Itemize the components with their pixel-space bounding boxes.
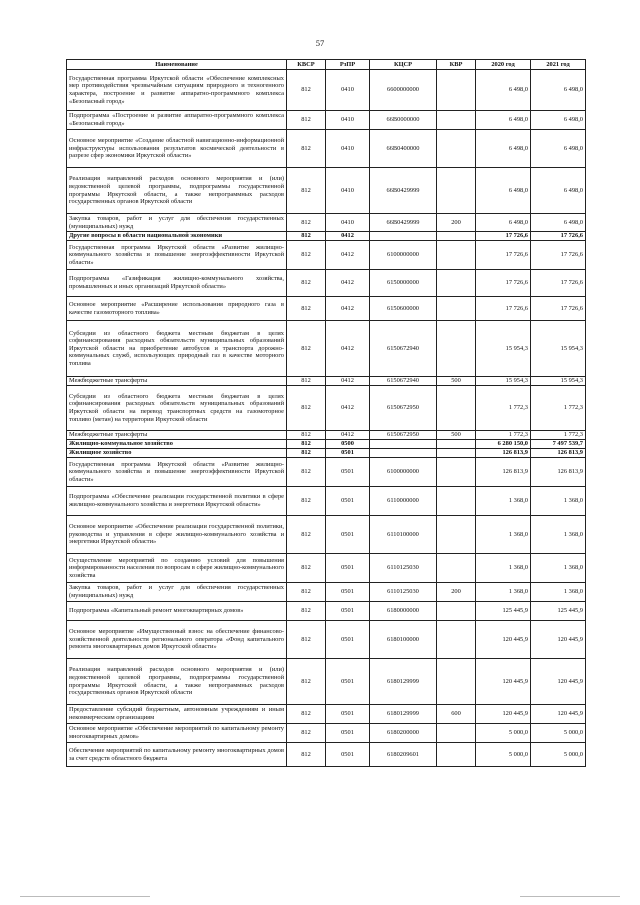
cell-rzpr: 0410 <box>326 111 370 130</box>
cell-kvr: 200 <box>437 583 476 602</box>
cell-name: Обеспечение мероприятий по капитальному ремонту многоквартирных домов за счет средств областного бюджета <box>67 743 287 767</box>
cell-name: Основное мероприятие «Имущественный взнос на обеспечение финансово-хозяйственной деятельности регионального оператора «Фонд капитального ремонта многоквартирных домов Иркутской области» <box>67 621 287 659</box>
cell-kcsr: 66В0429999 <box>370 214 437 232</box>
footer-rule-left <box>20 896 150 897</box>
cell-name: Осуществление мероприятий по созданию условий для повышения информированности населения по вопросам в сфере жилищно-коммунального хозяйства <box>67 554 287 583</box>
cell-2021: 120 445,9 <box>531 705 586 724</box>
table-row <box>67 377 586 386</box>
cell-kvsr: 812 <box>287 659 326 705</box>
cell-2021: 120 445,9 <box>531 621 586 659</box>
cell-kcsr: 6180129999 <box>370 659 437 705</box>
table-row <box>67 724 586 743</box>
cell-kvsr: 812 <box>287 377 326 386</box>
cell-kcsr: 6180200000 <box>370 724 437 743</box>
cell-kcsr: 6600000000 <box>370 70 437 111</box>
cell-rzpr: 0501 <box>326 743 370 767</box>
cell-2020: 1 772,3 <box>476 386 531 431</box>
page-number: 57 <box>315 38 325 48</box>
cell-kvsr: 812 <box>287 743 326 767</box>
table-row <box>67 214 586 232</box>
cell-kvr <box>437 232 476 241</box>
header-name: Наименование <box>67 60 287 70</box>
table-row <box>67 449 586 458</box>
cell-kvr <box>437 321 476 377</box>
cell-name: Межбюджетные трансферты <box>67 377 287 386</box>
header-rzpr: РзПР <box>326 60 370 70</box>
cell-kvr <box>437 130 476 168</box>
table-row <box>67 241 586 270</box>
cell-2021: 126 813,9 <box>531 449 586 458</box>
cell-rzpr: 0412 <box>326 232 370 241</box>
cell-kvr: 500 <box>437 431 476 440</box>
cell-kvr <box>437 602 476 621</box>
table-row <box>67 487 586 516</box>
table-row <box>67 440 586 449</box>
cell-2021: 6 498,0 <box>531 70 586 111</box>
cell-kcsr <box>370 449 437 458</box>
cell-kcsr: 6110100000 <box>370 516 437 554</box>
cell-rzpr: 0412 <box>326 270 370 297</box>
cell-2021: 1 772,3 <box>531 431 586 440</box>
cell-kvsr: 812 <box>287 705 326 724</box>
cell-2021: 15 954,3 <box>531 321 586 377</box>
cell-kvr <box>437 554 476 583</box>
cell-name: Основное мероприятие «Расширение использования природного газа в качестве газомоторного топлива» <box>67 297 287 321</box>
cell-2020: 6 498,0 <box>476 70 531 111</box>
cell-name: Закупка товаров, работ и услуг для обеспечения государственных (муниципальных) нужд <box>67 214 287 232</box>
table-row <box>67 297 586 321</box>
table-row <box>67 386 586 431</box>
cell-2020: 15 954,3 <box>476 321 531 377</box>
table-row <box>67 705 586 724</box>
cell-kcsr: 6110125030 <box>370 554 437 583</box>
cell-kvr <box>437 168 476 214</box>
table-row <box>67 270 586 297</box>
cell-2021: 17 726,6 <box>531 232 586 241</box>
cell-rzpr: 0412 <box>326 241 370 270</box>
cell-2021: 1 368,0 <box>531 487 586 516</box>
cell-2020: 17 726,6 <box>476 270 531 297</box>
cell-rzpr: 0501 <box>326 554 370 583</box>
cell-name: Межбюджетные трансферты <box>67 431 287 440</box>
cell-rzpr: 0501 <box>326 602 370 621</box>
cell-kvsr: 812 <box>287 516 326 554</box>
cell-name: Подпрограмма «Построение и развитие аппаратно-программного комплекса «Безопасный город» <box>67 111 287 130</box>
cell-kcsr: 6150672940 <box>370 377 437 386</box>
cell-2020: 6 498,0 <box>476 214 531 232</box>
cell-2020: 5 000,0 <box>476 743 531 767</box>
cell-rzpr: 0410 <box>326 214 370 232</box>
cell-kvsr: 812 <box>287 583 326 602</box>
cell-kvr <box>437 516 476 554</box>
cell-name: Жилищно-коммунальное хозяйство <box>67 440 287 449</box>
table-row <box>67 70 586 111</box>
cell-kvsr: 812 <box>287 321 326 377</box>
cell-name: Государственная программа Иркутской области «Развитие жилищно-коммунального хозяйства и повышение энергоэффективности Иркутской области» <box>67 458 287 487</box>
cell-kvsr: 812 <box>287 297 326 321</box>
budget-table <box>66 59 586 767</box>
cell-2020: 5 000,0 <box>476 724 531 743</box>
cell-kvsr: 812 <box>287 449 326 458</box>
cell-rzpr: 0501 <box>326 458 370 487</box>
cell-kcsr: 6150672940 <box>370 321 437 377</box>
cell-2020: 15 954,3 <box>476 377 531 386</box>
cell-2020: 1 368,0 <box>476 583 531 602</box>
cell-kvsr: 812 <box>287 621 326 659</box>
table-row <box>67 130 586 168</box>
cell-2020: 6 280 150,0 <box>476 440 531 449</box>
cell-2020: 6 498,0 <box>476 130 531 168</box>
cell-2021: 125 445,9 <box>531 602 586 621</box>
footer-rule-right <box>520 896 620 897</box>
cell-rzpr: 0501 <box>326 705 370 724</box>
cell-2021: 1 772,3 <box>531 386 586 431</box>
cell-kvr <box>437 659 476 705</box>
cell-rzpr: 0412 <box>326 321 370 377</box>
cell-kvsr: 812 <box>287 270 326 297</box>
cell-name: Жилищное хозяйство <box>67 449 287 458</box>
cell-2021: 120 445,9 <box>531 659 586 705</box>
cell-name: Другие вопросы в области национальной экономики <box>67 232 287 241</box>
cell-kvsr: 812 <box>287 431 326 440</box>
cell-name: Государственная программа Иркутской области «Развитие жилищно-коммунального хозяйства и повышение энергоэффективности Иркутской области» <box>67 241 287 270</box>
cell-kvsr: 812 <box>287 214 326 232</box>
cell-2020: 120 445,9 <box>476 705 531 724</box>
cell-name: Субсидии из областного бюджета местным бюджетам в целях софинансирования расходных обязательств муниципальных образований Иркутской области на перевод транспортных средств на газомоторное топливо (метан) на территории Иркутской области <box>67 386 287 431</box>
cell-2020: 1 368,0 <box>476 487 531 516</box>
cell-name: Закупка товаров, работ и услуг для обеспечения государственных (муниципальных) нужд <box>67 583 287 602</box>
cell-2020: 125 445,9 <box>476 602 531 621</box>
cell-kvsr: 812 <box>287 111 326 130</box>
cell-rzpr: 0412 <box>326 377 370 386</box>
cell-2021: 17 726,6 <box>531 270 586 297</box>
cell-2021: 7 497 539,7 <box>531 440 586 449</box>
cell-2020: 17 726,6 <box>476 232 531 241</box>
cell-2021: 6 498,0 <box>531 111 586 130</box>
cell-2021: 126 813,9 <box>531 458 586 487</box>
table-row <box>67 232 586 241</box>
cell-kcsr: 6100000000 <box>370 241 437 270</box>
cell-kvr: 600 <box>437 705 476 724</box>
cell-name: Субсидии из областного бюджета местным бюджетам в целях софинансирования расходных обязательств муниципальных образований Иркутской области на приобретение автобусов и транспорта дорожно-коммунальных служб, использующих природный газ в качестве моторного топлива <box>67 321 287 377</box>
cell-kcsr: 6180129999 <box>370 705 437 724</box>
table-row <box>67 743 586 767</box>
cell-rzpr: 0501 <box>326 724 370 743</box>
cell-kcsr: 6150000000 <box>370 270 437 297</box>
cell-2020: 126 813,9 <box>476 458 531 487</box>
cell-kvsr: 812 <box>287 130 326 168</box>
cell-2020: 120 445,9 <box>476 621 531 659</box>
cell-kcsr: 6100000000 <box>370 458 437 487</box>
cell-rzpr: 0501 <box>326 487 370 516</box>
cell-2020: 126 813,9 <box>476 449 531 458</box>
cell-kvr: 500 <box>437 377 476 386</box>
cell-2021: 17 726,6 <box>531 241 586 270</box>
cell-kcsr: 6180000000 <box>370 602 437 621</box>
table-row <box>67 621 586 659</box>
cell-2021: 6 498,0 <box>531 130 586 168</box>
cell-name: Основное мероприятие «Обеспечение мероприятий по капитальному ремонту многоквартирных домов» <box>67 724 287 743</box>
cell-rzpr: 0410 <box>326 70 370 111</box>
cell-name: Подпрограмма «Обеспечение реализации государственной политики в сфере жилищно-коммунального хозяйства и энергетики Иркутской области» <box>67 487 287 516</box>
cell-kcsr: 6150672950 <box>370 431 437 440</box>
cell-name: Подпрограмма «Газификация жилищно-коммунального хозяйства, промышленных и иных организаций Иркутской области» <box>67 270 287 297</box>
cell-kvr <box>437 241 476 270</box>
cell-2020: 6 498,0 <box>476 111 531 130</box>
header-kvr: КВР <box>437 60 476 70</box>
cell-2021: 6 498,0 <box>531 214 586 232</box>
cell-kvsr: 812 <box>287 602 326 621</box>
cell-rzpr: 0410 <box>326 130 370 168</box>
cell-kcsr: 66В0429999 <box>370 168 437 214</box>
cell-2021: 1 368,0 <box>531 516 586 554</box>
cell-kcsr: 6110000000 <box>370 487 437 516</box>
cell-kvr <box>437 449 476 458</box>
cell-kvr <box>437 458 476 487</box>
table-row <box>67 458 586 487</box>
cell-rzpr: 0412 <box>326 431 370 440</box>
cell-2020: 17 726,6 <box>476 297 531 321</box>
cell-name: Реализация направлений расходов основного мероприятия и (или) ведомственной целевой программы, подпрограммы государственной программы Иркутской области, а также непрограммных расходов государственных органов Иркутской области <box>67 168 287 214</box>
table-row <box>67 168 586 214</box>
cell-rzpr: 0412 <box>326 386 370 431</box>
cell-kvr <box>437 621 476 659</box>
cell-name: Основное мероприятие «Обеспечение реализации государственной политики, руководства и управления в сфере жилищно-коммунального хозяйства и энергетики Иркутской области» <box>67 516 287 554</box>
table-row <box>67 659 586 705</box>
cell-kvsr: 812 <box>287 168 326 214</box>
cell-2021: 1 368,0 <box>531 583 586 602</box>
cell-kcsr: 66В0400000 <box>370 130 437 168</box>
cell-name: Предоставление субсидий бюджетным, автономным учреждениям и иным некоммерческим организациям <box>67 705 287 724</box>
table-row <box>67 602 586 621</box>
cell-kvr <box>437 297 476 321</box>
cell-2021: 17 726,6 <box>531 297 586 321</box>
cell-rzpr: 0501 <box>326 621 370 659</box>
cell-kcsr: 6110125030 <box>370 583 437 602</box>
cell-2021: 6 498,0 <box>531 168 586 214</box>
cell-kvsr: 812 <box>287 70 326 111</box>
table-row <box>67 111 586 130</box>
cell-kvr <box>437 270 476 297</box>
header-kvsr: КВСР <box>287 60 326 70</box>
cell-kvsr: 812 <box>287 554 326 583</box>
table-row <box>67 583 586 602</box>
header-kcsr: КЦСР <box>370 60 437 70</box>
header-2021: 2021 год <box>531 60 586 70</box>
cell-kcsr: 6180209601 <box>370 743 437 767</box>
cell-2020: 1 368,0 <box>476 554 531 583</box>
cell-kvr <box>437 440 476 449</box>
table-row <box>67 431 586 440</box>
cell-rzpr: 0501 <box>326 659 370 705</box>
table-row <box>67 321 586 377</box>
cell-kcsr: 6150672950 <box>370 386 437 431</box>
table-header-row <box>67 60 586 70</box>
table-row <box>67 516 586 554</box>
cell-kvsr: 812 <box>287 724 326 743</box>
cell-kvsr: 812 <box>287 458 326 487</box>
cell-kcsr: 6150600000 <box>370 297 437 321</box>
cell-kvr: 200 <box>437 214 476 232</box>
cell-rzpr: 0501 <box>326 449 370 458</box>
cell-kvr <box>437 743 476 767</box>
cell-2021: 5 000,0 <box>531 724 586 743</box>
cell-kcsr <box>370 440 437 449</box>
cell-kcsr: 66В0000000 <box>370 111 437 130</box>
cell-kvr <box>437 70 476 111</box>
cell-rzpr: 0500 <box>326 440 370 449</box>
cell-2020: 17 726,6 <box>476 241 531 270</box>
cell-rzpr: 0410 <box>326 168 370 214</box>
cell-2020: 1 772,3 <box>476 431 531 440</box>
cell-kvsr: 812 <box>287 241 326 270</box>
cell-2021: 1 368,0 <box>531 554 586 583</box>
cell-name: Государственная программа Иркутской области «Обеспечение комплексных мер противодействия чрезвычайным ситуациям природного и техногенного характера, построение и развитие аппаратно-программного комплекса «Безопасный город» <box>67 70 287 111</box>
cell-rzpr: 0412 <box>326 297 370 321</box>
header-2020: 2020 год <box>476 60 531 70</box>
cell-kvsr: 812 <box>287 487 326 516</box>
cell-name: Подпрограмма «Капитальный ремонт многоквартирных домов» <box>67 602 287 621</box>
cell-kvsr: 812 <box>287 232 326 241</box>
cell-kcsr <box>370 232 437 241</box>
table-row <box>67 554 586 583</box>
cell-kcsr: 6180100000 <box>370 621 437 659</box>
cell-kvr <box>437 724 476 743</box>
cell-name: Реализация направлений расходов основного мероприятия и (или) ведомственной целевой программы, подпрограммы государственной программы Иркутской области, а также непрограммных расходов государственных органов Иркутской области <box>67 659 287 705</box>
cell-kvr <box>437 487 476 516</box>
cell-rzpr: 0501 <box>326 583 370 602</box>
cell-2020: 120 445,9 <box>476 659 531 705</box>
cell-kvr <box>437 111 476 130</box>
cell-2020: 6 498,0 <box>476 168 531 214</box>
cell-kvsr: 812 <box>287 440 326 449</box>
cell-rzpr: 0501 <box>326 516 370 554</box>
cell-2021: 15 954,3 <box>531 377 586 386</box>
cell-name: Основное мероприятие «Создание областной навигационно-информационной инфраструктуры использования результатов космической деятельности в разрезе сфер экономики Иркутской области» <box>67 130 287 168</box>
cell-2021: 5 000,0 <box>531 743 586 767</box>
cell-kvr <box>437 386 476 431</box>
cell-kvsr: 812 <box>287 386 326 431</box>
cell-2020: 1 368,0 <box>476 516 531 554</box>
